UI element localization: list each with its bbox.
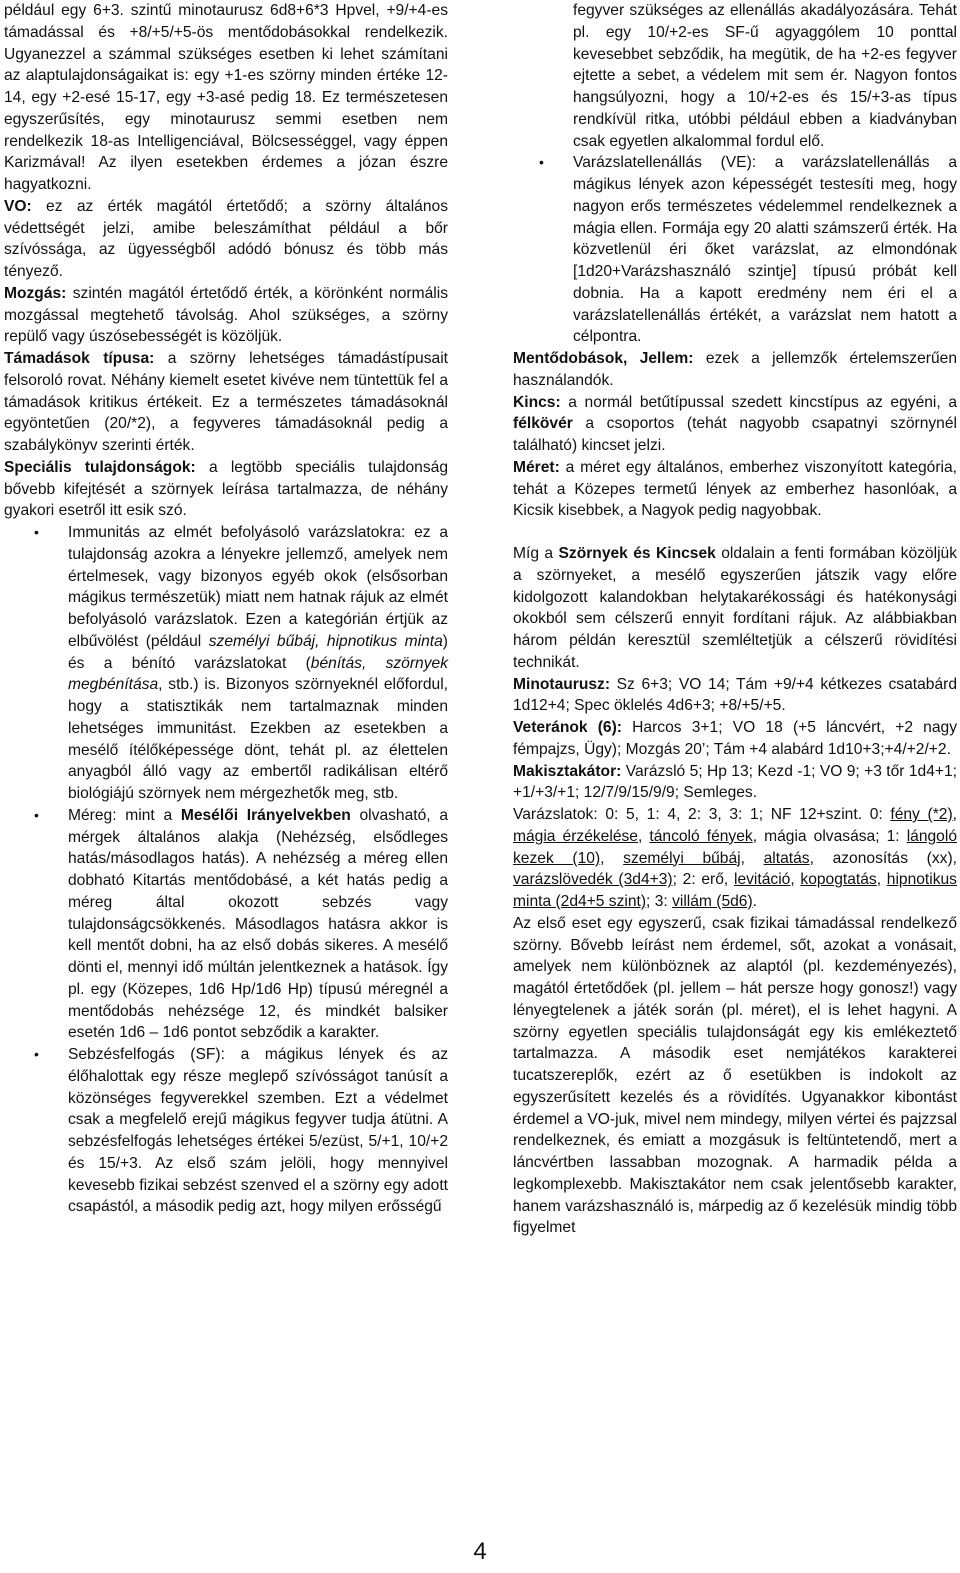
bullet-item-sebzesfelfogas: • Sebzésfelfogás (SF): a mágikus lények és az élőhalottak egy része meglepő szívósságot tanúsít a közönséges fegyverekkel szemben. Ezt a védelmet csak a megfelelő erejű mágikus fegyver tudja átütni. A sebzésfelfogás lehetséges értékei 5/ezüst, 5/+1, 10/+2 és 15/+3. Az első szám jelöli, hogy mennyivel kevesebb fizikai sebzést szenved el a szörny egy adott csapástól, a második pedig azt, hogy milyen erősségű [34, 1046, 448, 1216]
bullet-icon: • [539, 154, 544, 171]
makisztakator-statblock: Makisztakátor: Varázsló 5; Hp 13; Kezd -1; VO 9; +3 tőr 1d4+1; +1/+3/+1; 12/7/9/15/9/9; Semleges. [513, 762, 957, 802]
paragraph: például egy 6+3. szintű minotaurusz 6d8+6*3 Hpvel, +9/+4-es támadással és +8/+5/+5-ös mentődobásokkal rendelkezik. Ugyanezzel a számmal szükséges esetben ki lehet számítani az alaptulajdonságaikat is: egy +1-es szörny minden értéke 12-14, egy +2-esé 15-17, egy +3-asé pedig 18. Ez természetesen egyszerűsítés, egy minotaurusz semmi esetben nem rendelkezik 18-as Intelligenciával, Bölcsességgel, vagy éppen Karizmával! Az ilyen esetekben érdemes a józan észre hagyatkozni. [4, 2, 448, 193]
spec-text: a legtöbb speciális tulajdonság bővebb kifejtését a szörnyek leírása tartalmazza, de néhány gyakori esetről itt esik szó. [4, 458, 449, 520]
bullet-icon: • [34, 806, 39, 823]
mozgas-label: Mozgás: [4, 284, 67, 302]
vo-paragraph [4, 196, 448, 283]
mozgas-paragraph [4, 283, 448, 348]
continued-paragraph: fegyver szükséges az ellenállás akadályozására. Tehát pl. egy 10/+2-es SF-ű agyaggólem 10 ponttal kevesebbet sebződik, ha megütik, de ha +2-es fegyver ejtette a sebet, a védelem mit sem ér. Nagyon fontos hangsúlyozni, hogy a 10/+2-es és 15/+3-as típus rendkívül ritka, utóbbi például ebben a kiadványban csak egyetlen alkalommal fordul elő. [573, 2, 957, 150]
tamadas-text: a szörny lehetséges támadástípusait felsoroló rovat. Néhány kiemelt esetet kivéve nem tüntettük fel a támadások kritikus értékeit. Ez a természetes támadásoknál egyöntetűen (20/*2), a fegyveres támadásoknál pedig a szabálykönyv szerinti érték. [4, 350, 448, 454]
minotaurusz-statblock: Minotaurusz: Sz 6+3; VO 14; Tám +9/+4 kétkezes csatabárd 1d12+4; Spec öklelés 4d6+3; +8/+5/+5. [513, 675, 957, 715]
paragraph: Az első eset egy egyszerű, csak fizikai támadással rendelkező szörny. Bővebb leírást nem érdemel, sőt, azokat a vonásait, amelyek nem különböznek az alaptól (pl. kezdeményezés), magától értetődőek (pl. jellem – hát persze hogy gonosz!) vagy lényegtelenek a játék során (pl. méret), el is lehet hagyni. A szörny egyetlen speciális tulajdonságát egy kis emlékeztető tartalmazza. A második eset nemjátékos karakterei tucatszereplők, ezért az ő esetükben is indokolt az egyszerűsített kezelés és a rövidítés. Ugyanakkor kibontást érdemel a VO-juk, mivel nem mindegy, milyen vértei és pajzzsal rendelkeznek, és emiatt a mozgásuk is feltüntetendő, mert a láncvértben lassabban mozognak. A harmadik példa a legkomplexebb. Makisztakátor nem csak jelentősebb karakter, hanem varázshasználó is, márpedig az ő kezelésük mindig több figyelmet [513, 914, 957, 1237]
spell-list: Varázslatok: 0: 5, 1: 4, 2: 3, 3: 1; NF 12+szint. 0: fény (*2), mágia érzékelése, táncoló fények, mágia olvasása; 1: lángoló kezek (10), személyi bűbáj, altatás, azonosítás (xx), varázslövedék (3d4+3); 2: erő, levitáció, kopogtatás, hipnotikus minta (2d4+5 szint); 3: villám (5d6). [513, 806, 957, 910]
bullet-icon: • [34, 524, 39, 540]
veteranok-statblock: Veteránok (6): Harcos 3+1; VO 18 (+5 láncvért, +2 nagy fémpajzs, Ügy); Mozgás 20’; Tám +4 alabárd 1d10+3;+4/+2/+2. [513, 719, 957, 758]
bullet-item-immunitas: • Immunitás az elmét befolyásoló varázslatokra: ez a tulajdonság azokra a lényekre jellemző, amelyek nem értelmesek, vagy bizonyos egyéb okok (elsősorban mágikus természetük) miatt nem hatnak rájuk az elmét befolyásoló varázslatok. Ezen a kategórián értjük az elbűvölést (például személyi bűbáj, hipnotikus minta) és a bénító varázslatokat (bénítás, szörnyek megbénítása, stb.) is. Bizonyos szörnyeknél előfordul, hogy a statisztikák nem tartalmaznak minden lehetséges immunitást. Ezekben az esetekben a mesélő ítélőképessége dönt, tehát pl. az élettelen anyagból álló vagy az embertől radikálisan eltérő biológiájú szörnyek nem mérgezhetők meg, stb. [34, 524, 448, 802]
tamadas-paragraph [4, 348, 448, 457]
vo-label: VO: [4, 197, 32, 215]
bullet-item-mereg: • Méreg: mint a Mesélői Irányelvekben olvasható, a mérgek általános alakja (Nehézség, elsődleges hatás/másodlagos hatás). A nehézség a méreg ellen dobható Kitartás mentődobásé, a két hatás pedig a méreg által okozott sebzés vagy tulajdonságcsökkenés. Másodlagos hatásra akkor is kell mentőt dobni, ha az első dobás sikeres. A mesélő dönti el, mennyi idő múltán jelentkeznek a hatások. Így pl. egy (Közepes, 1d6 Hp/1d6 Hp) típusú méregnél a mentődobás nehézsége 12, és mindkét balsiker esetén 1d6 – 1d6 pontot sebződik a karakter. [34, 806, 448, 1042]
tamadas-label: Támadások típusa: [4, 350, 155, 367]
bullet-item-varazslatellenallas: • Varázslatellenállás (VE): a varázslatellenállás a mágikus lények azon képességét testesíti meg, hogy nagyon erős természetes védelemmel rendelkeznek a mágia ellen. Formája egy 20 alatti számszerű érték. Ha közvetlenül éri őket varázslat, az elmondónak [1d20+Varázshasználó szintje] típusú próbát kell dobnia. Ha a kapott eredmény nem éri el a varázslatellenállás értékét, a varázslat nem hatott a célpontra. [539, 154, 957, 346]
mozgas-text: szintén magától értetődő érték, a körönként normális mozgással megtehető távolság. Ahol szükséges, a szörny repülő vagy úszósebességét is közöljük. [4, 284, 448, 346]
mentodobasok-paragraph: Mentődobások, Jellem: ezek a jellemzők értelemszerűen használandók. [513, 350, 957, 389]
right-column [513, 0, 957, 1239]
left-column [4, 0, 448, 1218]
bullet-icon: • [34, 1046, 39, 1062]
spec-label: Speciális tulajdonságok: [4, 458, 196, 476]
page-number: 4 [473, 1538, 487, 1565]
vo-text: ez az érték magától értetődő; a szörny általános védettségét jelzi, amibe beleszámíthat például a bőr szívóssága, az ügyességből adódó bónusz és több más tényező. [4, 197, 448, 280]
spacer [513, 522, 957, 543]
kincs-paragraph: Kincs: a normál betűtípussal szedett kincstípus az egyéni, a félkövér a csoportos (tehát nagyobb csapatnyi szörnynél található) kincset jelzi. [513, 393, 957, 454]
spec-paragraph [4, 457, 448, 522]
paragraph: Míg a Szörnyek és Kincsek oldalain a fenti formában közöljük a szörnyeket, a mesélő egyszerűen játszik vagy előre kidolgozott kalandokban helytakarékossági és hatékonysági okokból sem célszerű ennyit fordítani rájuk. Az alábbiakban három példán keresztül szemléltetjük a célszerű rövidítési technikát. [513, 545, 958, 671]
meret-paragraph: Méret: a méret egy általános, emberhez viszonyított kategória, tehát a Közepes termetű lények az emberhez hasonlóak, a Kicsik kisebbek, a Nagyok pedig nagyobbak. [513, 458, 957, 520]
